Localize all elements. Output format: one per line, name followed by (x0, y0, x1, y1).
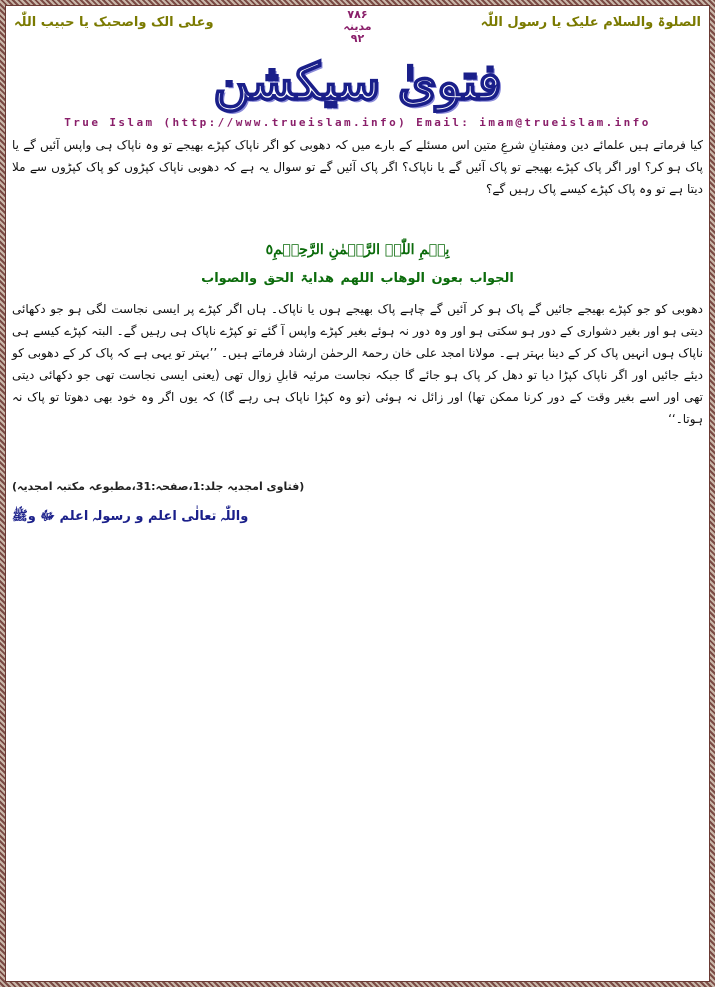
date-bottom: ۹۲ (350, 32, 365, 45)
reference-citation: (فتاوی امجدیہ جلد:1،صفحہ:31،مطبوعہ مکتبہ امجدیہ) (12, 480, 305, 493)
page-title: فتویٰ سیکشن (213, 52, 502, 111)
fatwa-page (5, 5, 710, 982)
salutation-right: الصلوۃ والسلام علیک یا رسول اللّٰہ (480, 15, 701, 30)
closing-phrase: واللّٰہ تعالٰی اعلم و رسولہ اعلم ﷻ وﷺ (12, 509, 249, 524)
date-middle: مدینہ (343, 20, 372, 33)
bismillah-text: بِسۡمِ اللّٰہِ الرَّحۡمٰنِ الرَّحِیۡمِ٥ (265, 242, 450, 258)
answer-heading: الجواب بعون الوھاب اللھم ھدایۃ الحق والصواب (201, 271, 514, 286)
date-top: ۷۸۶ (347, 8, 368, 21)
site-info-line: True Islam (http://www.trueislam.info) Email: imam@trueislam.info (64, 116, 651, 129)
salutation-left: وعلی الک واصحبک یا حبیب اللّٰہ (14, 15, 214, 30)
question-text: کیا فرماتے ہیں علمائے دین ومفتیانِ شرعِ متین اس مسئلے کے بارے میں کہ دھوبی کو اگر ناپاک کپڑے بھیجے تو وہ ناپاک ہی واپس آئیں گے یا پاک ہو کر؟ اور اگر پاک کپڑے بھیجے تو پاک آئیں گے یا ناپاک؟ اگر پاک آئیں گے تو سوال یہ ہے کہ دھوبی ناپاک کپڑوں کو پاک کپڑوں سے ملا دیتا ہے تو وہ پاک کپڑے کیسے پاک رہیں گے؟ (12, 138, 703, 196)
answer-text: دھوبی کو جو کپڑے بھیجے جائیں گے پاک ہو کر آئیں گے چاہے پاک بھیجے ہوں یا ناپاک۔ ہاں اگر کپڑے پر ایسی نجاست لگی ہو جو دکھائی دیتی ہو اور بغیر دشواری کے دور ہو سکتی ہو اور وہ دور نہ ہوئے بغیر کپڑے واپس آ گئے تو کپڑے ناپاک ہی رہیں گے۔ البتہ کپڑے کیسے ہی ناپاک ہوں انہیں پاک کر کے دینا بہتر ہے۔ مولانا امجد علی خان رحمۃ الرحمٰن ارشاد فرماتے ہیں۔ ’’بہتر تو یہی ہے کہ پاک کر کے دھوبی کو دیئے جائیں اور اگر ناپاک کپڑا دیا تو دھل کر پاک ہو جائے گا جبکہ نجاست مرئیہ قابلِ زوال تھی (یعنی ایسی نجاست تھی جو دکھائی دیتی تھی اور اسے بغیر وقت کے دور کرنا ممکن تھا) اور زائل نہ ہوئی (تو وہ کپڑا ناپاک ہی رہے گا) کہ یوں اگر وہ خود بھی دھوتا تو پاک نہ ہوتا۔‘‘ (11, 302, 703, 426)
date-block (343, 9, 371, 45)
header-row (14, 8, 701, 49)
